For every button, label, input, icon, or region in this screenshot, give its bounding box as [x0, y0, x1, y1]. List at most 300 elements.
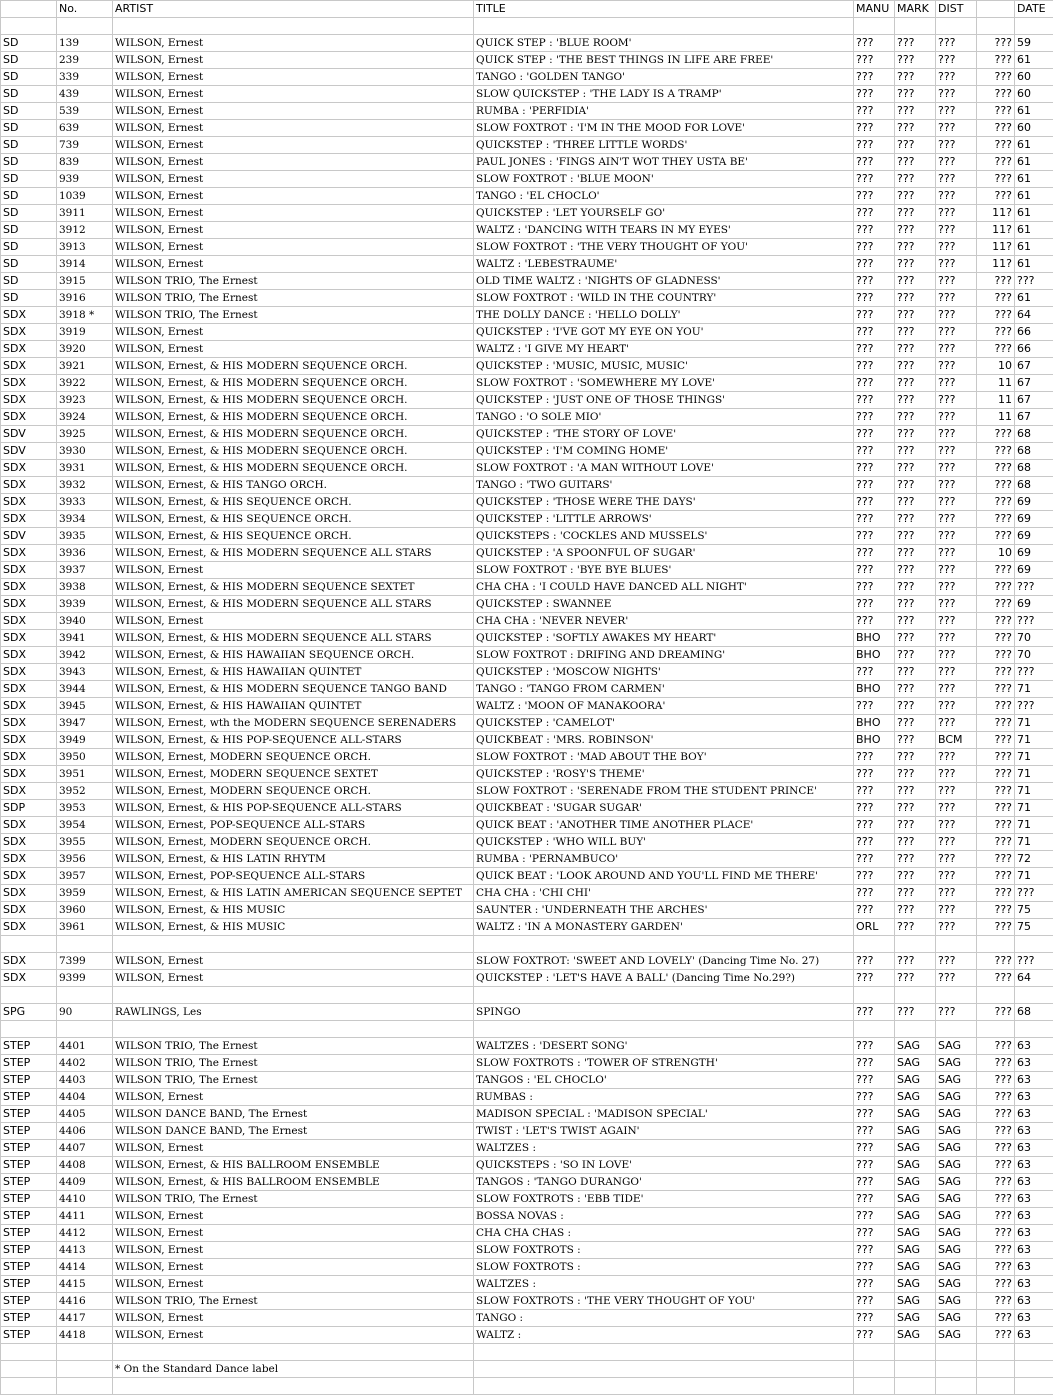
table-row — [1, 392, 1053, 409]
cell-manu: ??? — [854, 528, 895, 545]
cell-number: 4401 — [57, 1038, 113, 1055]
cell-mark: ??? — [895, 970, 936, 987]
cell-artist: WILSON, Ernest — [113, 341, 474, 358]
cell-artist: WILSON, Ernest, & HIS MODERN SEQUENCE SEXTET — [113, 579, 474, 596]
cell-artist: WILSON, Ernest — [113, 86, 474, 103]
cell-number: 4403 — [57, 1072, 113, 1089]
cell-manu: ??? — [854, 1259, 895, 1276]
cell-title: SLOW FOXTROT : 'BLUE MOON' — [474, 171, 854, 188]
cell-mark: ??? — [895, 341, 936, 358]
cell-dist: ??? — [936, 630, 977, 647]
cell-number: 3938 — [57, 579, 113, 596]
cell-mark: ??? — [895, 52, 936, 69]
cell-dist: ??? — [936, 188, 977, 205]
cell-number: 339 — [57, 69, 113, 86]
cell-dist: ??? — [936, 783, 977, 800]
cell-date: 63 — [1015, 1106, 1053, 1123]
cell-date: 63 — [1015, 1140, 1053, 1157]
cell-extra: 11? — [977, 222, 1015, 239]
header-date: DATE — [1015, 1, 1053, 18]
cell-manu: ??? — [854, 443, 895, 460]
table-row — [1, 154, 1053, 171]
cell-title: QUICKSTEP : SWANNEE — [474, 596, 854, 613]
cell-dist: ??? — [936, 35, 977, 52]
table-row — [1, 290, 1053, 307]
cell-artist: WILSON, Ernest, & HIS MUSIC — [113, 902, 474, 919]
cell-mark: SAG — [895, 1072, 936, 1089]
cell-manu: ??? — [854, 171, 895, 188]
cell-number: 4415 — [57, 1276, 113, 1293]
cell-prefix — [1, 1378, 57, 1395]
cell-dist — [936, 987, 977, 1004]
cell-title — [474, 1361, 854, 1378]
cell-artist: WILSON, Ernest, POP-SEQUENCE ALL-STARS — [113, 817, 474, 834]
cell-prefix: SDX — [1, 715, 57, 732]
table-row — [1, 1004, 1053, 1021]
cell-prefix: SDV — [1, 443, 57, 460]
cell-date: 67 — [1015, 409, 1053, 426]
cell-title: QUICK BEAT : 'ANOTHER TIME ANOTHER PLACE' — [474, 817, 854, 834]
cell-mark: ??? — [895, 239, 936, 256]
table-row — [1, 766, 1053, 783]
cell-prefix: STEP — [1, 1225, 57, 1242]
cell-title: QUICKSTEP : 'WHO WILL BUY' — [474, 834, 854, 851]
cell-mark: ??? — [895, 358, 936, 375]
cell-prefix — [1, 936, 57, 953]
cell-extra: ??? — [977, 1242, 1015, 1259]
cell-extra: ??? — [977, 562, 1015, 579]
cell-dist: ??? — [936, 256, 977, 273]
cell-artist: WILSON, Ernest, & HIS MODERN SEQUENCE ORCH. — [113, 409, 474, 426]
cell-mark: SAG — [895, 1191, 936, 1208]
cell-mark: ??? — [895, 443, 936, 460]
cell-artist: WILSON, Ernest, & HIS BALLROOM ENSEMBLE — [113, 1174, 474, 1191]
cell-dist: ??? — [936, 409, 977, 426]
table-row — [1, 698, 1053, 715]
table-row — [1, 732, 1053, 749]
cell-extra: ??? — [977, 715, 1015, 732]
cell-artist: WILSON, Ernest, & HIS MODERN SEQUENCE ORCH. — [113, 358, 474, 375]
cell-mark: SAG — [895, 1157, 936, 1174]
table-row — [1, 1123, 1053, 1140]
cell-extra: ??? — [977, 1310, 1015, 1327]
cell-date: 63 — [1015, 1327, 1053, 1344]
cell-extra: ??? — [977, 579, 1015, 596]
cell-artist: WILSON, Ernest, & HIS MODERN SEQUENCE ORCH. — [113, 392, 474, 409]
table-row — [1, 800, 1053, 817]
cell-extra: 11? — [977, 256, 1015, 273]
cell-number: 539 — [57, 103, 113, 120]
cell-mark: ??? — [895, 800, 936, 817]
cell-date: 64 — [1015, 970, 1053, 987]
cell-extra: 11? — [977, 239, 1015, 256]
cell-prefix: STEP — [1, 1123, 57, 1140]
cell-extra: 10 — [977, 545, 1015, 562]
cell-title: THE DOLLY DANCE : 'HELLO DOLLY' — [474, 307, 854, 324]
cell-mark: ??? — [895, 494, 936, 511]
cell-prefix: SDX — [1, 766, 57, 783]
table-row — [1, 1191, 1053, 1208]
cell-dist: ??? — [936, 205, 977, 222]
cell-title: SPINGO — [474, 1004, 854, 1021]
cell-title: QUICKSTEPS : 'COCKLES AND MUSSELS' — [474, 528, 854, 545]
cell-dist: ??? — [936, 494, 977, 511]
cell-extra: ??? — [977, 273, 1015, 290]
cell-prefix: STEP — [1, 1310, 57, 1327]
cell-extra: ??? — [977, 732, 1015, 749]
cell-dist: SAG — [936, 1174, 977, 1191]
cell-dist: ??? — [936, 681, 977, 698]
table-row — [1, 596, 1053, 613]
table-row — [1, 18, 1053, 35]
cell-manu: ??? — [854, 596, 895, 613]
table-row — [1, 681, 1053, 698]
cell-date: 71 — [1015, 681, 1053, 698]
cell-date: 69 — [1015, 562, 1053, 579]
cell-artist: WILSON, Ernest, wth the MODERN SEQUENCE SERENADERS — [113, 715, 474, 732]
cell-dist: ??? — [936, 817, 977, 834]
cell-manu: BHO — [854, 681, 895, 698]
cell-title: SLOW QUICKSTEP : 'THE LADY IS A TRAMP' — [474, 86, 854, 103]
cell-date: 71 — [1015, 732, 1053, 749]
cell-mark: ??? — [895, 885, 936, 902]
cell-extra: ??? — [977, 1157, 1015, 1174]
cell-date: ??? — [1015, 664, 1053, 681]
cell-prefix: SDX — [1, 545, 57, 562]
cell-dist: ??? — [936, 698, 977, 715]
cell-prefix: STEP — [1, 1072, 57, 1089]
cell-mark: ??? — [895, 562, 936, 579]
cell-artist: WILSON, Ernest — [113, 970, 474, 987]
cell-manu: ??? — [854, 324, 895, 341]
cell-manu: ??? — [854, 851, 895, 868]
cell-mark — [895, 936, 936, 953]
cell-date: 66 — [1015, 324, 1053, 341]
cell-manu: ??? — [854, 154, 895, 171]
cell-title: WALTZES : — [474, 1276, 854, 1293]
cell-dist: ??? — [936, 52, 977, 69]
cell-mark: ??? — [895, 477, 936, 494]
cell-date: 68 — [1015, 443, 1053, 460]
cell-prefix: SDX — [1, 834, 57, 851]
cell-artist: WILSON, Ernest — [113, 1259, 474, 1276]
cell-prefix: STEP — [1, 1055, 57, 1072]
cell-mark: SAG — [895, 1225, 936, 1242]
cell-prefix: SD — [1, 171, 57, 188]
cell-artist: WILSON, Ernest, & HIS SEQUENCE ORCH. — [113, 494, 474, 511]
cell-extra: ??? — [977, 1123, 1015, 1140]
cell-extra: ??? — [977, 698, 1015, 715]
cell-extra: 11 — [977, 409, 1015, 426]
cell-title: WALTZ : 'DANCING WITH TEARS IN MY EYES' — [474, 222, 854, 239]
cell-date: 66 — [1015, 341, 1053, 358]
cell-dist: SAG — [936, 1327, 977, 1344]
table-row — [1, 460, 1053, 477]
table-row — [1, 885, 1053, 902]
cell-artist: WILSON TRIO, The Ernest — [113, 1038, 474, 1055]
cell-manu — [854, 1021, 895, 1038]
cell-extra: ??? — [977, 341, 1015, 358]
table-row — [1, 987, 1053, 1004]
cell-prefix: SDX — [1, 579, 57, 596]
cell-prefix: SDX — [1, 851, 57, 868]
cell-title: QUICK BEAT : 'LOOK AROUND AND YOU'LL FIND ME THERE' — [474, 868, 854, 885]
cell-manu: ??? — [854, 562, 895, 579]
cell-prefix: STEP — [1, 1293, 57, 1310]
cell-number: 4413 — [57, 1242, 113, 1259]
cell-number: 3921 — [57, 358, 113, 375]
cell-dist — [936, 1378, 977, 1395]
cell-artist: WILSON, Ernest — [113, 222, 474, 239]
cell-prefix: SD — [1, 188, 57, 205]
cell-mark: ??? — [895, 783, 936, 800]
cell-number: 3949 — [57, 732, 113, 749]
cell-prefix: SDX — [1, 902, 57, 919]
cell-manu: ??? — [854, 188, 895, 205]
cell-artist: WILSON, Ernest — [113, 1242, 474, 1259]
cell-manu: ??? — [854, 52, 895, 69]
cell-date: 61 — [1015, 205, 1053, 222]
cell-dist: SAG — [936, 1072, 977, 1089]
cell-title: QUICK STEP : 'THE BEST THINGS IN LIFE ARE FREE' — [474, 52, 854, 69]
cell-mark: ??? — [895, 545, 936, 562]
cell-date: 63 — [1015, 1157, 1053, 1174]
cell-mark: ??? — [895, 409, 936, 426]
cell-date: 68 — [1015, 460, 1053, 477]
cell-extra: ??? — [977, 885, 1015, 902]
cell-date: ??? — [1015, 885, 1053, 902]
cell-number: 639 — [57, 120, 113, 137]
cell-number: 4407 — [57, 1140, 113, 1157]
cell-number: 3922 — [57, 375, 113, 392]
cell-extra: ??? — [977, 120, 1015, 137]
cell-manu: ??? — [854, 273, 895, 290]
cell-mark: SAG — [895, 1055, 936, 1072]
table-row — [1, 341, 1053, 358]
cell-date — [1015, 1378, 1053, 1395]
cell-artist: WILSON, Ernest, & HIS TANGO ORCH. — [113, 477, 474, 494]
table-row — [1, 358, 1053, 375]
cell-mark: ??? — [895, 630, 936, 647]
cell-prefix: SDV — [1, 528, 57, 545]
cell-number: 7399 — [57, 953, 113, 970]
cell-dist: ??? — [936, 120, 977, 137]
cell-artist: WILSON, Ernest — [113, 137, 474, 154]
cell-number: 3918 * — [57, 307, 113, 324]
cell-number: 139 — [57, 35, 113, 52]
cell-extra: ??? — [977, 494, 1015, 511]
cell-mark: ??? — [895, 698, 936, 715]
cell-extra: ??? — [977, 851, 1015, 868]
cell-artist: * On the Standard Dance label — [113, 1361, 474, 1378]
cell-title: CHA CHA : 'CHI CHI' — [474, 885, 854, 902]
cell-manu: ??? — [854, 69, 895, 86]
cell-extra: ??? — [977, 647, 1015, 664]
cell-date: 61 — [1015, 290, 1053, 307]
cell-extra: ??? — [977, 1208, 1015, 1225]
cell-dist: ??? — [936, 885, 977, 902]
cell-artist: WILSON, Ernest, & HIS MODERN SEQUENCE ALL STARS — [113, 630, 474, 647]
cell-number: 3911 — [57, 205, 113, 222]
cell-dist — [936, 1361, 977, 1378]
cell-prefix: SDX — [1, 375, 57, 392]
cell-prefix — [1, 1361, 57, 1378]
cell-title: QUICKSTEP : 'THOSE WERE THE DAYS' — [474, 494, 854, 511]
cell-title: CHA CHA : 'I COULD HAVE DANCED ALL NIGHT' — [474, 579, 854, 596]
cell-number: 4402 — [57, 1055, 113, 1072]
cell-extra: ??? — [977, 800, 1015, 817]
cell-dist: ??? — [936, 511, 977, 528]
cell-mark: ??? — [895, 426, 936, 443]
cell-mark: ??? — [895, 817, 936, 834]
cell-manu: ??? — [854, 613, 895, 630]
cell-title: QUICKBEAT : 'SUGAR SUGAR' — [474, 800, 854, 817]
cell-prefix — [1, 1021, 57, 1038]
cell-artist — [113, 18, 474, 35]
cell-manu: ??? — [854, 1157, 895, 1174]
cell-artist: WILSON TRIO, The Ernest — [113, 307, 474, 324]
cell-extra: ??? — [977, 324, 1015, 341]
cell-mark: ??? — [895, 273, 936, 290]
cell-manu — [854, 18, 895, 35]
cell-date: ??? — [1015, 953, 1053, 970]
cell-date: 59 — [1015, 35, 1053, 52]
cell-extra: ??? — [977, 1072, 1015, 1089]
table-row — [1, 239, 1053, 256]
table-row — [1, 1310, 1053, 1327]
table-row — [1, 256, 1053, 273]
cell-artist: WILSON, Ernest — [113, 1208, 474, 1225]
cell-artist: WILSON, Ernest — [113, 188, 474, 205]
cell-manu: ??? — [854, 1310, 895, 1327]
cell-date — [1015, 18, 1053, 35]
cell-prefix: SD — [1, 222, 57, 239]
cell-prefix: SD — [1, 35, 57, 52]
table-row — [1, 409, 1053, 426]
cell-artist: WILSON, Ernest, MODERN SEQUENCE ORCH. — [113, 783, 474, 800]
cell-artist: WILSON, Ernest, & HIS MODERN SEQUENCE ALL STARS — [113, 596, 474, 613]
table-row — [1, 205, 1053, 222]
cell-mark: SAG — [895, 1089, 936, 1106]
cell-dist — [936, 1344, 977, 1361]
cell-prefix: STEP — [1, 1327, 57, 1344]
cell-extra: ??? — [977, 1038, 1015, 1055]
cell-date: 61 — [1015, 137, 1053, 154]
cell-title: SLOW FOXTROT : 'THE VERY THOUGHT OF YOU' — [474, 239, 854, 256]
cell-dist: ??? — [936, 902, 977, 919]
table-row — [1, 1038, 1053, 1055]
cell-artist: WILSON DANCE BAND, The Ernest — [113, 1106, 474, 1123]
table-row — [1, 426, 1053, 443]
cell-extra: ??? — [977, 817, 1015, 834]
cell-prefix: SD — [1, 86, 57, 103]
cell-artist: WILSON DANCE BAND, The Ernest — [113, 1123, 474, 1140]
cell-number: 4410 — [57, 1191, 113, 1208]
table-row — [1, 137, 1053, 154]
cell-date: 71 — [1015, 749, 1053, 766]
cell-number: 3916 — [57, 290, 113, 307]
cell-prefix: SDX — [1, 324, 57, 341]
cell-date: 60 — [1015, 86, 1053, 103]
cell-prefix — [1, 987, 57, 1004]
header-manu: MANU — [854, 1, 895, 18]
header-title: TITLE — [474, 1, 854, 18]
cell-manu: ??? — [854, 1089, 895, 1106]
cell-prefix: SPG — [1, 1004, 57, 1021]
cell-dist: SAG — [936, 1038, 977, 1055]
cell-number: 4418 — [57, 1327, 113, 1344]
cell-artist — [113, 936, 474, 953]
cell-artist: WILSON, Ernest, & HIS SEQUENCE ORCH. — [113, 511, 474, 528]
cell-artist: WILSON, Ernest, & HIS LATIN AMERICAN SEQUENCE SEPTET — [113, 885, 474, 902]
cell-artist: WILSON TRIO, The Ernest — [113, 1191, 474, 1208]
cell-date: 60 — [1015, 120, 1053, 137]
cell-number: 3956 — [57, 851, 113, 868]
cell-prefix: SDX — [1, 868, 57, 885]
cell-extra: ??? — [977, 1004, 1015, 1021]
cell-number: 3936 — [57, 545, 113, 562]
cell-dist: ??? — [936, 851, 977, 868]
cell-prefix: SDX — [1, 783, 57, 800]
cell-dist: SAG — [936, 1225, 977, 1242]
cell-artist: WILSON, Ernest, & HIS MODERN SEQUENCE ORCH. — [113, 460, 474, 477]
cell-manu — [854, 987, 895, 1004]
cell-prefix: STEP — [1, 1174, 57, 1191]
cell-mark: SAG — [895, 1123, 936, 1140]
cell-extra: ??? — [977, 1140, 1015, 1157]
cell-title: TANGO : 'O SOLE MIO' — [474, 409, 854, 426]
cell-mark: ??? — [895, 868, 936, 885]
cell-prefix: SDX — [1, 817, 57, 834]
cell-date: ??? — [1015, 698, 1053, 715]
cell-artist: WILSON, Ernest — [113, 324, 474, 341]
cell-prefix: SDX — [1, 358, 57, 375]
cell-mark: SAG — [895, 1259, 936, 1276]
cell-dist: ??? — [936, 562, 977, 579]
cell-date: 61 — [1015, 256, 1053, 273]
cell-prefix: STEP — [1, 1140, 57, 1157]
cell-date: 63 — [1015, 1242, 1053, 1259]
cell-extra: ??? — [977, 443, 1015, 460]
cell-prefix: SDX — [1, 613, 57, 630]
cell-extra: ??? — [977, 1174, 1015, 1191]
table-row — [1, 273, 1053, 290]
cell-mark: ??? — [895, 290, 936, 307]
table-row — [1, 1361, 1053, 1378]
cell-dist: ??? — [936, 970, 977, 987]
header-extra — [977, 1, 1015, 18]
cell-dist: ??? — [936, 477, 977, 494]
table-row — [1, 1021, 1053, 1038]
cell-title: TANGO : 'EL CHOCLO' — [474, 188, 854, 205]
cell-dist: ??? — [936, 290, 977, 307]
cell-title — [474, 1378, 854, 1395]
cell-number: 4408 — [57, 1157, 113, 1174]
cell-number: 4414 — [57, 1259, 113, 1276]
cell-date: 63 — [1015, 1259, 1053, 1276]
cell-title: WALTZ : 'IN A MONASTERY GARDEN' — [474, 919, 854, 936]
cell-number: 3912 — [57, 222, 113, 239]
cell-prefix: SDX — [1, 647, 57, 664]
cell-mark: ??? — [895, 953, 936, 970]
cell-extra: ??? — [977, 86, 1015, 103]
cell-manu: ??? — [854, 1004, 895, 1021]
cell-manu: ??? — [854, 1140, 895, 1157]
cell-extra: ??? — [977, 1327, 1015, 1344]
cell-manu: ??? — [854, 953, 895, 970]
cell-artist: WILSON, Ernest — [113, 103, 474, 120]
cell-dist: SAG — [936, 1310, 977, 1327]
